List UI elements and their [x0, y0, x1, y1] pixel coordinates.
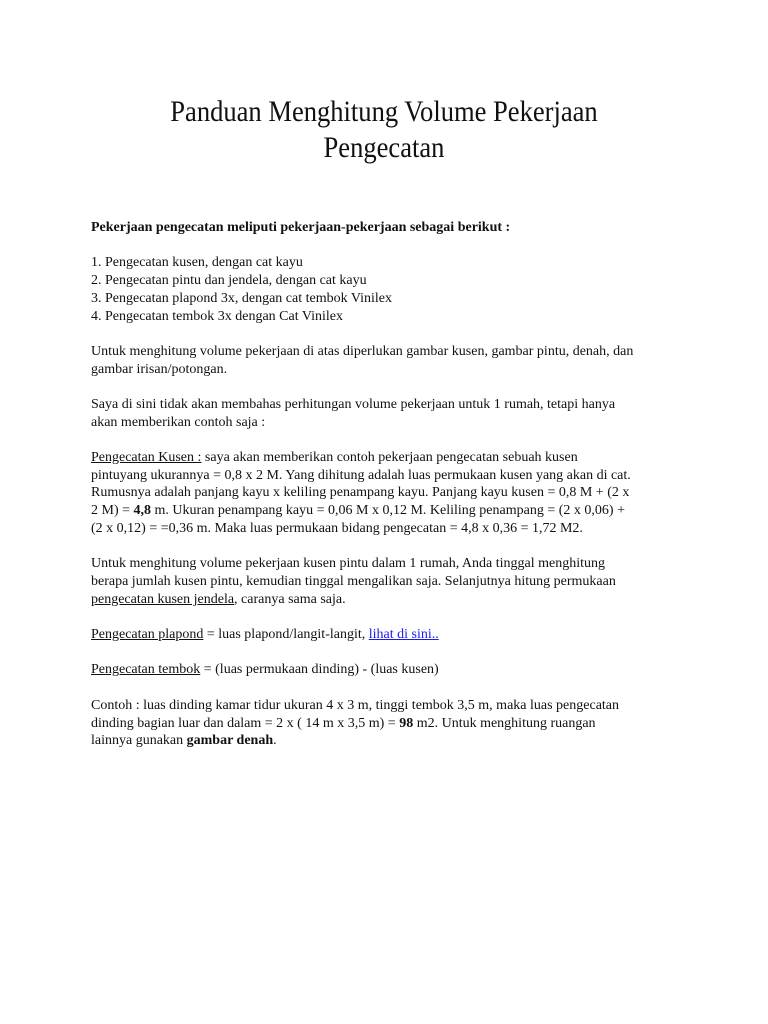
- gambar-denah-text: gambar denah: [186, 733, 274, 749]
- tembok-label[interactable]: Pengecatan tembok: [91, 662, 201, 678]
- document-body: [91, 219, 711, 768]
- paragraph-contoh: Saya di sini tidak akan membahas perhitungan volume pekerjaan untuk 1 rumah, tetapi hanya akan memberikan contoh saja :: [91, 396, 616, 430]
- paragraph-kusen: Pengecatan Kusen : saya akan memberikan contoh pekerjaan pengecatan sebuah kusen pintuyang ukurannya = 0,8 x 2 M. Yang dihitung adalah luas permukaan kusen yang akan di cat. Rumusnya adalah panjang kayu x keliling penampang kayu. Panjang kayu kusen = 0,8 M + (2 x 2 M) = 4,8 m. Ukuran penampang kayu = 0,06 M x 0,12 M. Keliling penampang = (2 x 0,06) + (2 x 0,12) = =0,36 m. Maka luas permukaan bidang pengecatan = 4,8 x 0,36 = 1,72 M2.: [91, 450, 631, 536]
- kusen-label: Pengecatan Kusen :: [91, 450, 202, 466]
- paragraph-tembok: Pengecatan tembok = (luas permukaan dinding) - (luas kusen): [91, 662, 439, 678]
- paragraph-contoh-dinding: Contoh : luas dinding kamar tidur ukuran 4 x 3 m, tinggi tembok 3,5 m, maka luas pengecatan dinding bagian luar dan dalam = 2 x ( 14 m x 3,5 m) = 98 m2. Untuk menghitung ruangan lainnya gunakan gambar denah.: [91, 697, 620, 749]
- list-item: 3. Pengecatan plapond 3x, dengan cat tembok Vinilex: [91, 290, 392, 306]
- list-item: 1. Pengecatan kusen, dengan cat kayu: [91, 255, 303, 271]
- page-title: [110, 94, 657, 166]
- work-list: [91, 254, 711, 325]
- paragraph-kusen-pintu: Untuk menghitung volume pekerjaan kusen pintu dalam 1 rumah, Anda tinggal menghitung berapa jumlah kusen pintu, kemudian tinggal mengalikan saja. Selanjutnya hitung permukaan pengecatan kusen jendela, caranya sama saja.: [91, 556, 616, 607]
- title-line-1: Panduan Menghitung Volume Pekerjaan: [170, 96, 598, 128]
- list-item: 2. Pengecatan pintu dan jendela, dengan cat kayu: [91, 273, 367, 289]
- title-line-2: Pengecatan: [323, 132, 445, 164]
- kusen-jendela-link[interactable]: pengecatan kusen jendela: [91, 591, 235, 607]
- intro-heading: Pekerjaan pengecatan meliputi pekerjaan-pekerjaan sebagai berikut :: [91, 220, 511, 235]
- list-item: 4. Pengecatan tembok 3x dengan Cat Vinilex: [91, 308, 344, 324]
- paragraph-plapond: Pengecatan plapond = luas plapond/langit-langit, lihat di sini..: [91, 627, 439, 643]
- kusen-length-value: 4,8: [133, 503, 152, 519]
- area-result-value: 98: [399, 715, 414, 731]
- plapond-link[interactable]: lihat di sini..: [368, 627, 439, 643]
- plapond-label[interactable]: Pengecatan plapond: [91, 627, 204, 643]
- paragraph-gambar: Untuk menghitung volume pekerjaan di atas diperlukan gambar kusen, gambar pintu, denah, dan gambar irisan/potongan.: [91, 343, 634, 377]
